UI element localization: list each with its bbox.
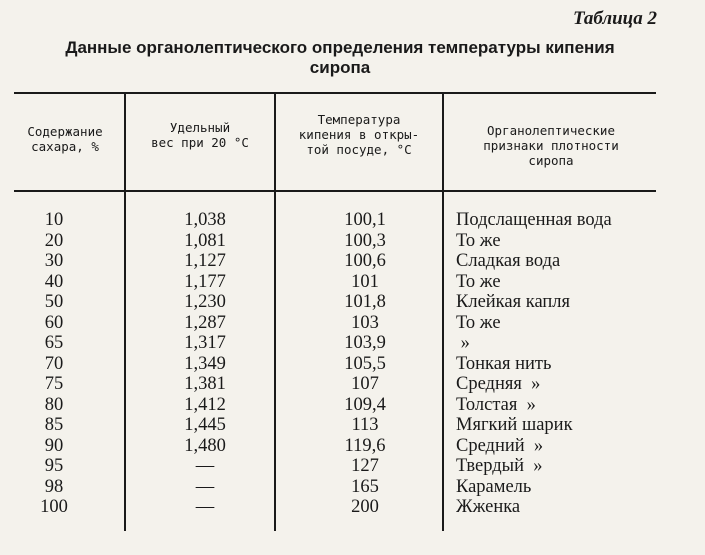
header-specific-weight: [130, 120, 270, 150]
temp-cell: 109,4: [344, 394, 386, 415]
sugar-cell: 85: [44, 415, 64, 435]
sign-cell: Клейкая капля: [456, 292, 571, 312]
header-signs-line: сиропа: [528, 153, 574, 168]
weight-cell: —: [195, 497, 215, 517]
header-bottom-rule: [14, 190, 656, 192]
sign-cell: Средняя »: [456, 374, 541, 394]
header-weight-line: вес при 20 °С: [151, 135, 249, 150]
sign-cell: Тонкая нить: [456, 353, 552, 374]
sugar-cell: 40: [44, 271, 64, 292]
sugar-column: [14, 210, 94, 518]
temp-column: [310, 210, 420, 518]
header-weight-line: Удельный: [169, 120, 231, 135]
header-sugar: [10, 124, 120, 154]
weight-cell: 1,412: [184, 394, 226, 415]
header-signs: [446, 123, 656, 168]
sugar-cell: 30: [44, 251, 64, 271]
header-temp-line: Температура: [317, 112, 401, 127]
sugar-cell: 70: [44, 353, 64, 374]
sign-cell: Мягкий шарик: [456, 415, 573, 435]
sign-cell: То же: [456, 230, 501, 251]
weight-cell: 1,230: [184, 292, 226, 312]
temp-cell: 103: [351, 312, 379, 333]
sugar-cell: 65: [44, 333, 64, 353]
weight-cell: —: [195, 476, 215, 497]
weight-cell: 1,081: [184, 230, 226, 251]
sugar-cell: 10: [44, 210, 64, 230]
table-title: [20, 38, 660, 78]
temp-cell: 101: [351, 271, 379, 292]
table-number-label: Таблица 2: [572, 8, 657, 29]
sugar-cell: 50: [44, 292, 64, 312]
weight-cell: 1,127: [184, 251, 226, 271]
sign-cell: Сладкая вода: [456, 251, 561, 271]
sign-cell: Средний »: [456, 435, 544, 456]
weight-cell: 1,177: [184, 271, 226, 292]
weight-cell: 1,317: [184, 333, 226, 353]
temp-cell: 105,5: [344, 353, 386, 374]
sugar-cell: 60: [44, 312, 64, 333]
sugar-cell: 100: [40, 497, 68, 517]
weight-cell: 1,038: [184, 210, 226, 230]
temp-cell: 127: [351, 456, 379, 476]
title-line-2: сиропа: [309, 58, 371, 77]
header-boiling-temp: [278, 112, 440, 157]
sugar-cell: 95: [44, 456, 64, 476]
sign-cell: »: [456, 333, 470, 353]
temp-cell: 100,3: [344, 230, 386, 251]
table-top-rule: [14, 92, 656, 94]
weight-cell: 1,287: [184, 312, 226, 333]
sign-cell: То же: [456, 312, 501, 333]
column-divider-2: [274, 93, 276, 531]
weight-cell: 1,349: [184, 353, 226, 374]
header-signs-line: признаки плотности: [483, 138, 619, 153]
temp-cell: 200: [351, 497, 379, 517]
sign-cell: Твердый »: [456, 456, 543, 476]
sugar-cell: 80: [44, 394, 64, 415]
weight-cell: 1,445: [184, 415, 226, 435]
header-signs-line: Органолептические: [487, 123, 615, 138]
weight-column: [160, 210, 250, 518]
temp-cell: 119,6: [344, 435, 386, 456]
temp-cell: 107: [351, 374, 379, 394]
temp-cell: 165: [351, 476, 379, 497]
temp-cell: 113: [351, 415, 379, 435]
temp-cell: 103,9: [344, 333, 386, 353]
signs-column: [456, 210, 686, 518]
header-temp-line: кипения в откры-: [298, 127, 420, 142]
sign-cell: Подслащенная вода: [456, 210, 612, 230]
column-divider-3: [442, 93, 444, 531]
sign-cell: То же: [456, 271, 501, 292]
sugar-cell: 98: [44, 476, 64, 497]
temp-cell: 101,8: [344, 292, 386, 312]
sign-cell: Толстая »: [456, 394, 536, 415]
column-divider-1: [124, 93, 126, 531]
temp-cell: 100,6: [344, 251, 386, 271]
weight-cell: —: [195, 456, 215, 476]
sugar-cell: 20: [44, 230, 64, 251]
sugar-cell: 75: [44, 374, 64, 394]
weight-cell: 1,480: [184, 435, 226, 456]
title-line-1: Данные органолептического определения температуры кипения: [65, 38, 615, 57]
header-sugar-line: сахара, %: [31, 139, 99, 154]
header-temp-line: той посуде, °С: [306, 142, 412, 157]
sign-cell: Жженка: [456, 497, 521, 517]
sign-cell: Карамель: [456, 476, 532, 497]
temp-cell: 100,1: [344, 210, 386, 230]
weight-cell: 1,381: [184, 374, 226, 394]
sugar-cell: 90: [44, 435, 64, 456]
header-sugar-line: Содержание: [27, 124, 103, 139]
